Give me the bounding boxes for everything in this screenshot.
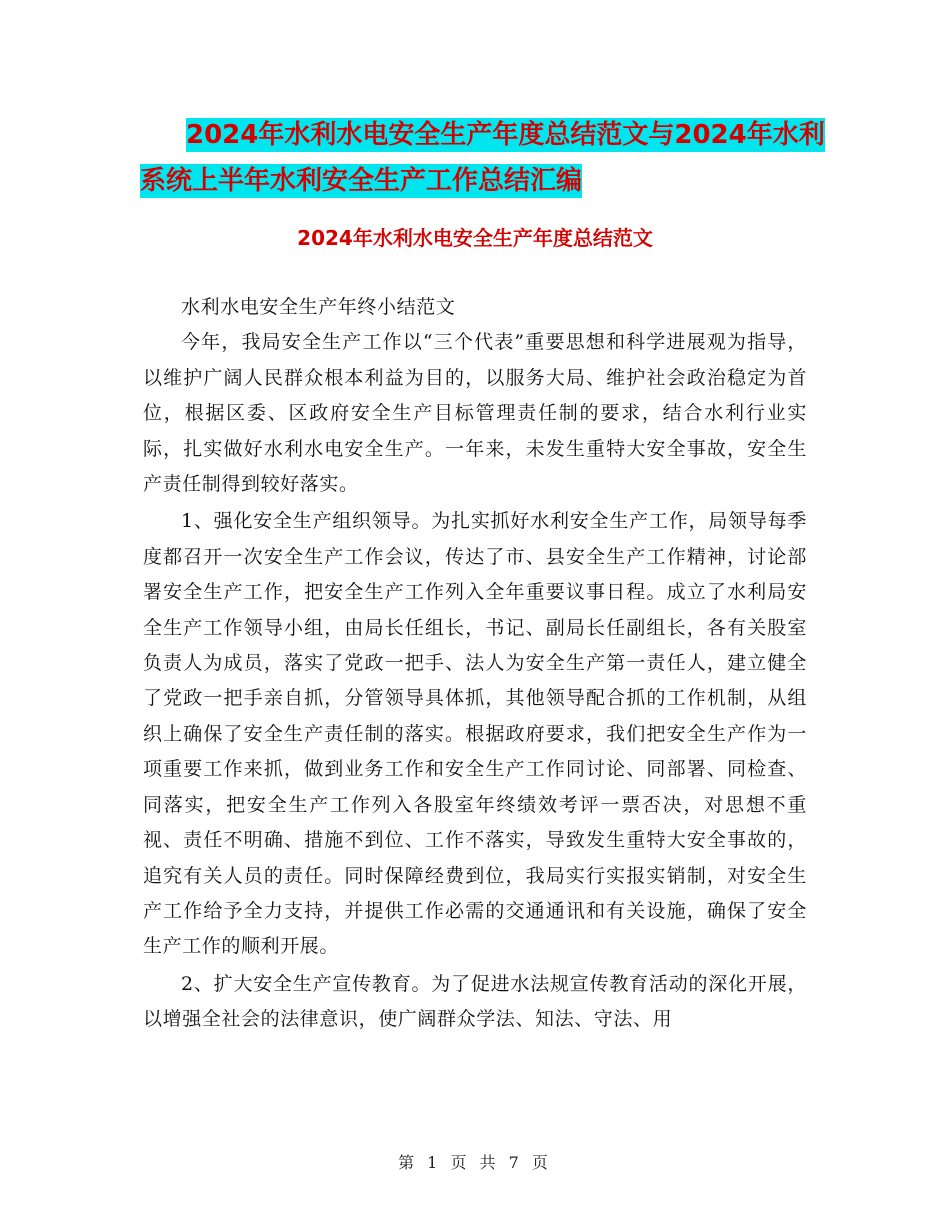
- paragraph-1: 1、强化安全生产组织领导。为扎实抓好水利安全生产工作，局领导每季度都召开一次安全生产工作会议，传达了市、县安全生产工作精神，讨论部署安全生产工作，把安全生产工作列入全年重要议事日程。成立了水利局安全生产工作领导小组，由局长任组长，书记、副局长任副组长，各有关股室负责人为成员，落实了党政一把手、法人为安全生产第一责任人，建立健全了党政一把手亲自抓，分管领导具体抓，其他领导配合抓的工作机制，从组织上确保了安全生产责任制的落实。根据政府要求，我们把安全生产作为一项重要工作来抓，做到业务工作和安全生产工作同讨论、同部署、同检查、同落实，把安全生产工作列入各股室年终绩效考评一票否决，对思想不重视、责任不明确、措施不到位、工作不落实，导致发生重特大安全事故的，追究有关人员的责任。同时保障经费到位，我局实行实报实销制，对安全生产工作给予全力支持，并提供工作必需的交通通讯和有关设施，确保了安全生产工作的顺利开展。: [143, 510, 807, 958]
- page-footer: 第 1 页 共 7 页: [398, 1153, 552, 1172]
- title-line-1: [140, 112, 830, 158]
- paragraph-intro: 今年，我局安全生产工作以“三个代表”重要思想和科学进展观为指导，以维护广阔人民群众根本利益为目的，以服务大局、维护社会政治稳定为首位，根据区委、区政府安全生产目标管理责任制的要求，结合水利行业实际，扎实做好水利水电安全生产。一年来，未发生重特大安全事故，安全生产责任制得到较好落实。: [143, 331, 807, 496]
- document-title: [140, 112, 830, 204]
- title-line-1-highlight: 2024年水利水电安全生产年度总结范文与2024年水利: [186, 120, 825, 150]
- title-line-2: [140, 158, 830, 204]
- paragraph-2: 2、扩大安全生产宣传教育。为了促进水法规宣传教育活动的深化开展，以增强全社会的法律意识，使广阔群众学法、知法、守法、用: [143, 972, 807, 1031]
- title-line-2-highlight: 系统上半年水利安全生产工作总结汇编: [140, 166, 583, 196]
- section-heading: 2024年水利水电安全生产年度总结范文: [297, 226, 653, 250]
- document-body: [143, 290, 807, 1038]
- document-subtitle: 水利水电安全生产年终小结范文: [181, 296, 456, 318]
